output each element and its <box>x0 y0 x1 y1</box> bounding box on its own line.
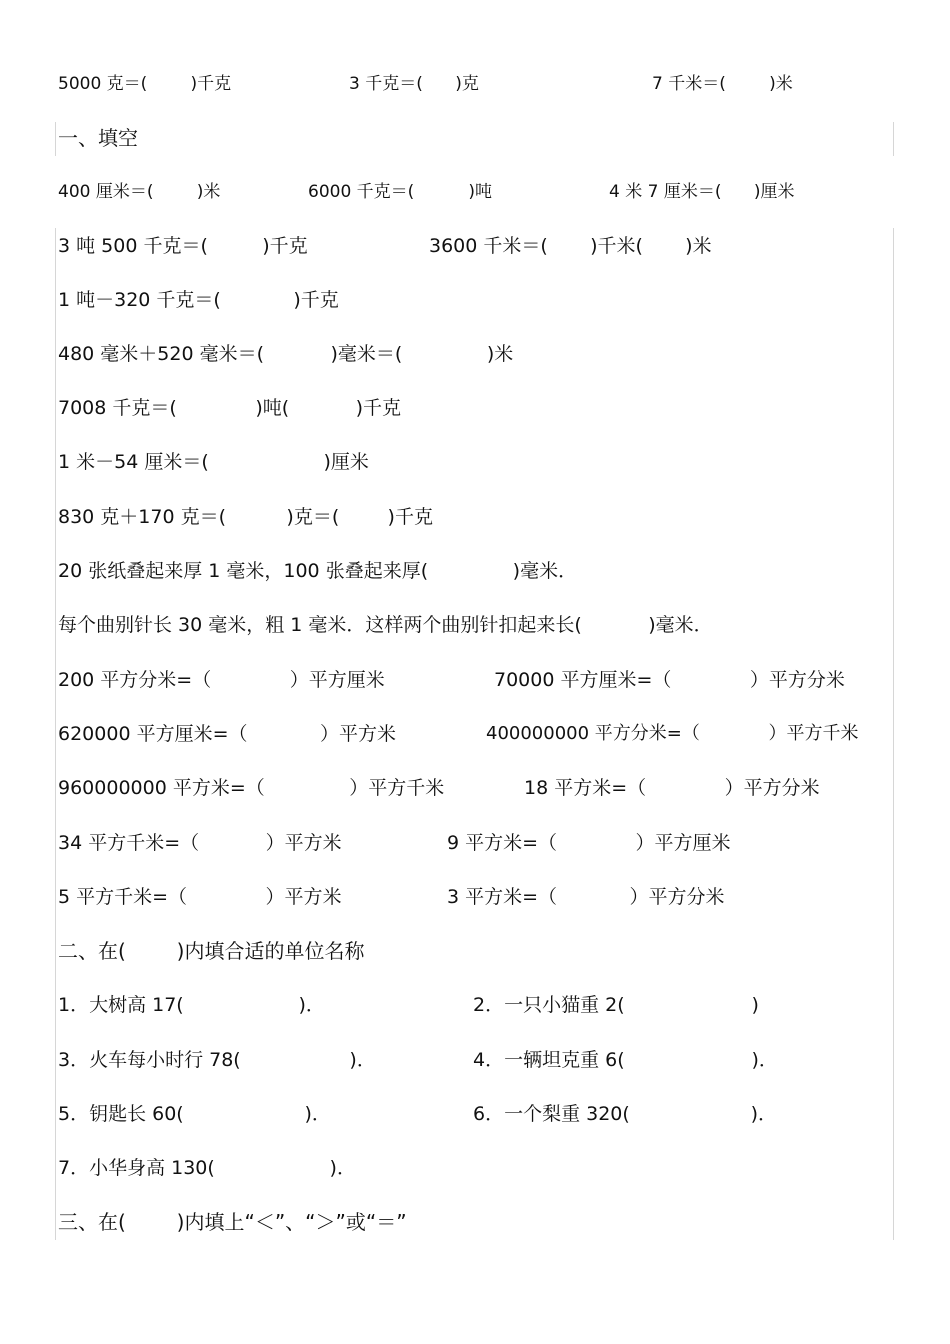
section-title: 二、在( )内填合适的单位名称 <box>58 939 365 963</box>
question-row <box>0 985 950 1025</box>
question-text: 4 米 7 厘米＝( )厘米 <box>609 182 795 202</box>
question-text: 1 吨－320 千克＝( )千克 <box>58 289 339 311</box>
question-row <box>0 605 950 645</box>
question-row <box>0 714 950 754</box>
question-row <box>0 280 950 320</box>
question-text: 18 平方米=（ ）平方分米 <box>524 777 820 799</box>
question-row <box>0 497 950 537</box>
question-text: 7008 千克＝( )吨( )千克 <box>58 397 401 419</box>
question-text: 3 吨 500 千克＝( )千克 <box>58 235 308 257</box>
question-text: 20 张纸叠起来厚 1 毫米，100 张叠起来厚( )毫米． <box>58 560 578 582</box>
question-text: 3 平方米=（ ）平方分米 <box>447 886 725 908</box>
question-text: 34 平方千米=（ ）平方米 <box>58 832 342 854</box>
section-heading <box>0 118 950 158</box>
question-row <box>0 334 950 374</box>
top-conversion-row <box>0 64 950 104</box>
question-text: 70000 平方厘米=（ ）平方分米 <box>494 669 845 691</box>
question-text: 2．一只小猫重 2( ) <box>473 994 759 1016</box>
question-text: 3．火车每小时行 78( )． <box>58 1049 376 1071</box>
section-heading <box>0 1202 950 1242</box>
section-title: 三、在( )内填上“＜”、“＞”或“＝” <box>58 1210 407 1234</box>
question-row <box>0 660 950 700</box>
question-text: 1 米－54 厘米＝( )厘米 <box>58 451 369 473</box>
question-text: 620000 平方厘米=（ ）平方米 <box>58 723 396 745</box>
question-row <box>0 823 950 863</box>
question-text: 400 厘米＝( )米 <box>58 182 221 202</box>
question-text: 7 千米＝( )米 <box>652 74 793 94</box>
question-text: 960000000 平方米=（ ）平方千米 <box>58 777 445 799</box>
question-text: 200 平方分米=（ ）平方厘米 <box>58 669 385 691</box>
question-text: 400000000 平方分米=（ ）平方千米 <box>486 723 859 744</box>
question-text: 4．一辆坦克重 6( )． <box>473 1049 778 1071</box>
question-row <box>0 1148 950 1188</box>
question-row <box>0 172 950 212</box>
question-text: 9 平方米=（ ）平方厘米 <box>447 832 731 854</box>
question-row <box>0 226 950 266</box>
question-text: 5．钥匙长 60( )． <box>58 1103 331 1125</box>
question-text: 7．小华身高 130( )． <box>58 1157 356 1179</box>
question-row <box>0 1040 950 1080</box>
question-text: 6000 千克＝( )吨 <box>308 182 492 202</box>
question-text: 6．一个梨重 320( )． <box>473 1103 778 1125</box>
question-row <box>0 877 950 917</box>
question-text: 3 千克＝( )克 <box>349 74 479 94</box>
question-row <box>0 768 950 808</box>
question-row <box>0 442 950 482</box>
question-text: 每个曲别针长 30 毫米，粗 1 毫米．这样两个曲别针扣起来长( )毫米． <box>58 614 713 636</box>
section-heading <box>0 931 950 971</box>
question-row <box>0 388 950 428</box>
question-text: 5 平方千米=（ ）平方米 <box>58 886 342 908</box>
question-text: 480 毫米＋520 毫米＝( )毫米＝( )米 <box>58 343 514 365</box>
question-text: 5000 克＝( )千克 <box>58 74 232 94</box>
question-text: 3600 千米＝( )千米( )米 <box>429 235 712 257</box>
section-title: 一、填空 <box>58 126 138 150</box>
question-text: 1．大树高 17( )． <box>58 994 325 1016</box>
question-row <box>0 551 950 591</box>
question-row <box>0 1094 950 1134</box>
question-text: 830 克＋170 克＝( )克＝( )千克 <box>58 506 433 528</box>
